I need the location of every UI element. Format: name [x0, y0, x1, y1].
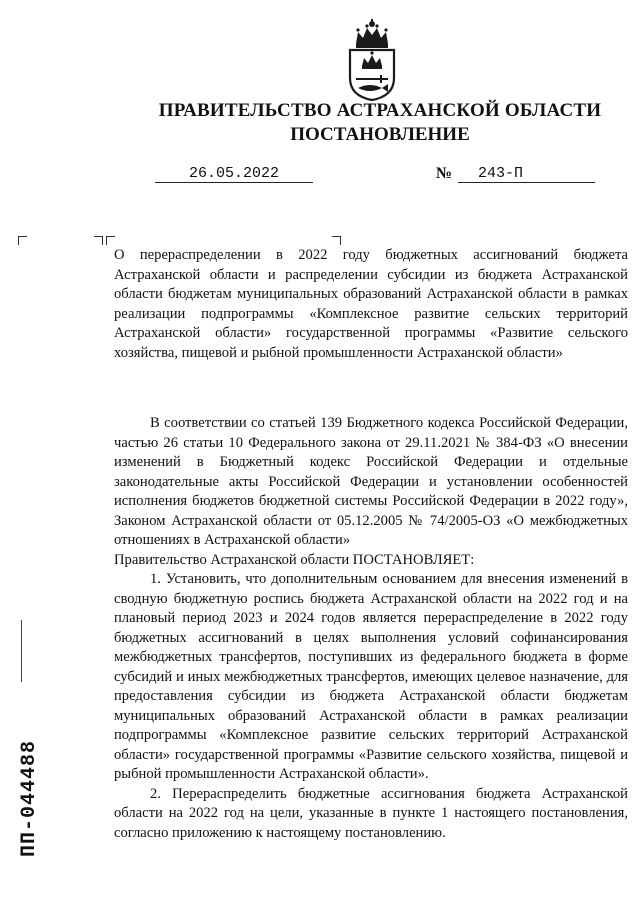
decree-body [114, 414, 628, 843]
decree-date-field [155, 164, 313, 183]
item-2-paragraph: 2. Перераспределить бюджетные ассигнования бюджета Астраханской области на 2022 год на цели, указанные в пункте 1 настоящего постановления, согласно приложению к настоящему постановлению. [114, 785, 628, 841]
document-type-title: ПОСТАНОВЛЕНИЕ [290, 124, 470, 145]
subject-corner-mark-right [332, 236, 341, 245]
margin-corner-mark [18, 236, 27, 245]
item-1-paragraph: 1. Установить, что дополнительным основанием для внесения изменений в сводную бюджетную роспись бюджета Астраханской области на 2022 год и на плановый период 2023 и 2024 годов является перераспределение в 2022 году бюджетных ассигнований в целях выполнения условий софинансирования межбюджетных трансфертов, поступивших из федерального бюджета в форме субсидий и иных межбюджетных трансфертов, имеющих целевое назначение, для предоставления субсидии из бюджета Астраханской области бюджетам муниципальных образований Астраханской области в рамках реализации подпрограммы «Комплексное развитие сельских территорий Астраханской области» государственной программы «Развитие сельского хозяйства, пищевой и рыбной промышленности Астраханской области». [114, 571, 628, 782]
decree-date: 26.05.2022 [188, 165, 279, 182]
registration-code: ПП-044488 [18, 739, 41, 857]
preamble-paragraph: В соответствии со статьей 139 Бюджетного кодекса Российской Федерации, частью 26 статьи 10 Федерального закона от 29.11.2021 № 384-ФЗ «О внесении изменений в Бюджетный кодекс Российской Федерации и отдельные законодательные акты Российской Федерации и установлении особенностей исполнения бюджетов бюджетной системы Российской Федерации в 2022 году», Законом Астраханской области от 05.12.2005 № 74/2005-ОЗ «О межбюджетных отношениях в Астраханской области» [114, 415, 628, 548]
number-sign: № [436, 165, 453, 182]
subject-corner-mark-left [106, 236, 115, 245]
coat-of-arms-icon [340, 18, 404, 102]
government-title: ПРАВИТЕЛЬСТВО АСТРАХАНСКОЙ ОБЛАСТИ [158, 100, 602, 121]
subject-corner-mark-left-inner [94, 236, 103, 245]
decree-number: 243-П [478, 165, 524, 182]
decree-subject: О перераспределении в 2022 году бюджетных ассигнований бюджета Астраханской области и распределении субсидии из бюджета Астраханской области бюджетам муниципальных образований Астраханской области в рамках реализации подпрограммы «Комплексное развитие сельских территорий Астраханской области» государственной программы «Развитие сельского хозяйства, пищевой и рыбной промышленности Астраханской области» [114, 247, 628, 361]
decree-number-field [458, 164, 595, 183]
resolves-line: Правительство Астраханской области ПОСТАНОВЛЯЕТ: [114, 551, 475, 568]
